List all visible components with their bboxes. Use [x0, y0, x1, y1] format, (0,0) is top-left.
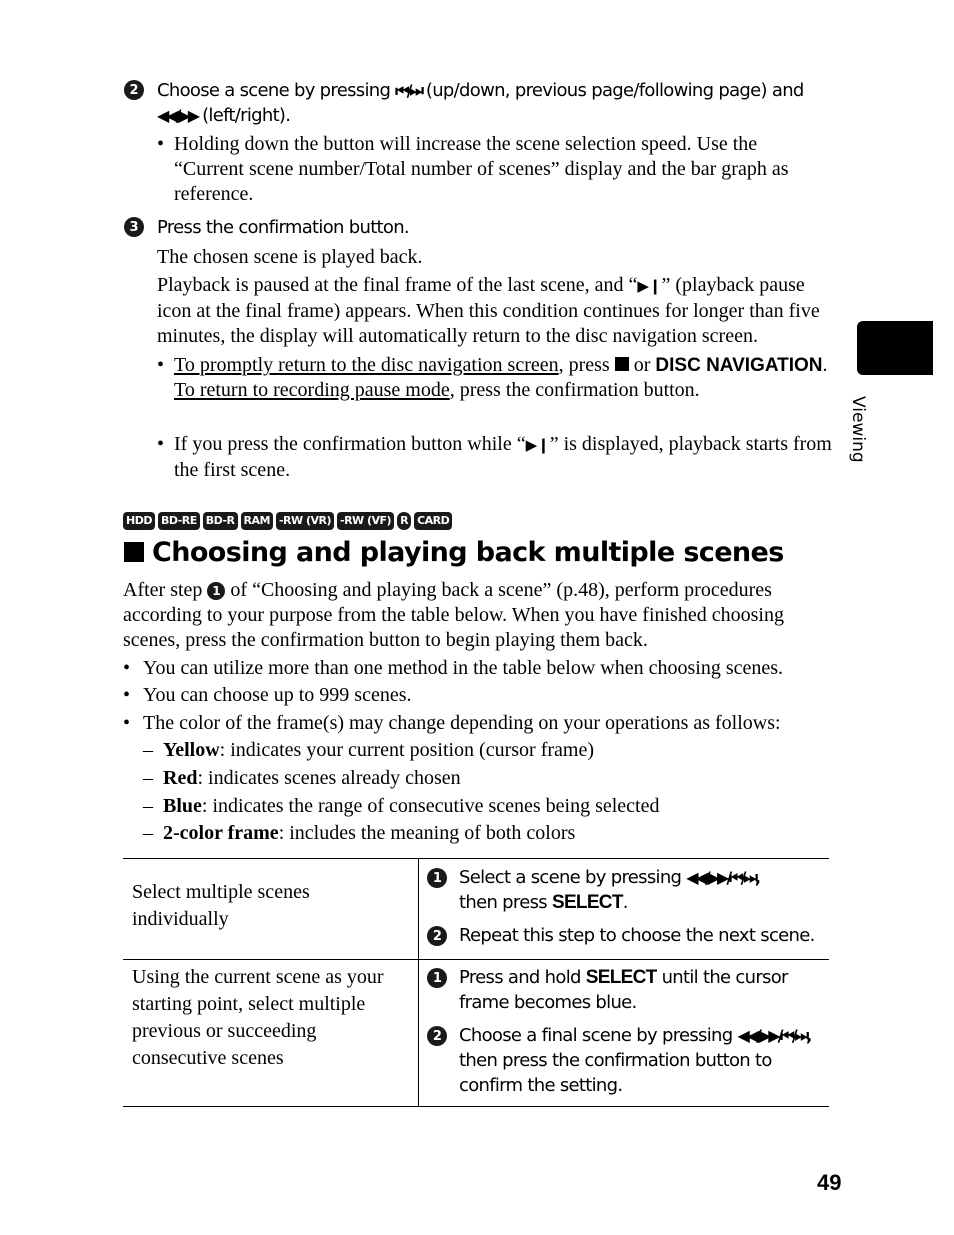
table-cell-steps	[419, 859, 830, 960]
media-tag-r: R	[397, 512, 411, 530]
step-3-bullet-2: • If you press the confirmation button while “▶❙” is displayed, playback starts from the first scene.	[157, 433, 832, 481]
prev-next-page-icon: ⏮/⏭	[395, 81, 421, 100]
step-ref-1: 1	[207, 582, 225, 600]
step-2-text-b: (up/down, previous page/following page) and	[425, 80, 804, 101]
select-key: SELECT	[551, 892, 623, 913]
step-number-2: 2	[124, 80, 144, 100]
color-item-red: – Red: indicates scenes already chosen	[143, 767, 461, 789]
step-3-bullet-1: • To promptly return to the disc navigation screen, press or DISC NAVIGATION. To return to recording pause mode, press the confirmation button.	[157, 354, 828, 401]
color-item-2-color: – 2-color frame: includes the meaning of both colors	[143, 822, 576, 844]
disc-navigation-key: DISC NAVIGATION	[655, 355, 823, 376]
row1-step-2: 2 Repeat this step to choose the next scene.	[427, 923, 829, 948]
left-right-icon: ◀◀/▶▶	[157, 106, 198, 125]
media-tag-bd-r: BD-R	[203, 512, 238, 530]
color-item-yellow: – Yellow: indicates your current position (cursor frame)	[143, 739, 594, 761]
link-recording-pause[interactable]: To return to recording pause mode	[174, 379, 450, 401]
section-bullet-1: • You can utilize more than one method in the table below when choosing scenes.	[123, 657, 784, 679]
step-3-body	[157, 245, 832, 349]
navigation-buttons-icon: ◀◀/▶▶/⏮/⏭,	[737, 1026, 810, 1045]
step-number-3: 3	[124, 217, 144, 237]
pause-icon-2: ▶❙	[525, 436, 550, 454]
section-heading: Choosing and playing back multiple scenes	[124, 537, 784, 568]
media-tags	[123, 511, 455, 530]
table-cell-method: Select multiple scenes individually	[123, 859, 419, 960]
color-item-blue: – Blue: indicates the range of consecutive scenes being selected	[143, 795, 660, 817]
link-disc-navigation[interactable]: To promptly return to the disc navigation screen	[174, 354, 559, 376]
section-bullet-3: • The color of the frame(s) may change depending on your operations as follows:	[123, 712, 781, 734]
heading-square-icon	[124, 542, 144, 562]
row1-step-1: 1 Select a scene by pressing ◀◀/▶▶/⏮/⏭, then press SELECT.	[427, 865, 829, 915]
step-2-bullet-text: Holding down the button will increase the scene selection speed. Use the “Current scene number/Total number of scenes” display and the bar graph as reference.	[174, 133, 789, 205]
section-intro: After step 1 of “Choosing and playing back a scene” (p.48), perform procedures according to your purpose from the table below. When you have finished choosing scenes, press the confirmation button to begin playing them back.	[123, 579, 784, 651]
media-tag-ram: RAM	[241, 512, 273, 530]
media-tag-hdd: HDD	[123, 512, 155, 530]
table-cell-method: Using the current scene as your starting point, select multiple previous or succeeding consecutive scenes	[123, 960, 419, 1107]
row2-step-1: 1 Press and hold SELECT until the cursor frame becomes blue.	[427, 965, 829, 1015]
row2-step-2: 2 Choose a final scene by pressing ◀◀/▶▶/⏮/⏭, then press the confirmation button to confirm the setting.	[427, 1023, 829, 1098]
media-tag-rw-vr: -RW (VR)	[276, 512, 334, 530]
pause-icon: ▶❙	[637, 277, 662, 295]
operations-table	[123, 858, 829, 1107]
section-bullet-2: • You can choose up to 999 scenes.	[123, 684, 412, 706]
media-tag-rw-vf: -RW (VF)	[337, 512, 394, 530]
step-3-title: Press the confirmation button.	[157, 217, 409, 238]
step-3-p1: The chosen scene is played back.	[157, 246, 423, 268]
stop-icon	[615, 357, 629, 371]
table-row	[123, 859, 829, 960]
step-2-text-c: (left/right).	[202, 105, 291, 126]
navigation-buttons-icon: ◀◀/▶▶/⏮/⏭,	[686, 868, 758, 887]
media-tag-card: CARD	[414, 512, 452, 530]
step-3-p2: Playback is paused at the final frame of the last scene, and “▶❙” (playback pause icon at the final frame) appears. When this condition continues for longer than five minutes, the display will automatically return to the disc navigation screen.	[157, 274, 820, 347]
color-list	[143, 738, 843, 849]
step-2-text: Choose a scene by pressing	[157, 80, 391, 101]
select-key: SELECT	[585, 967, 657, 988]
media-tag-bd-re: BD-RE	[158, 512, 200, 530]
table-row	[123, 960, 829, 1107]
chapter-label: Viewing	[848, 396, 868, 463]
table-cell-steps	[419, 960, 830, 1107]
chapter-tab	[857, 321, 933, 375]
page-number: 49	[817, 1170, 842, 1195]
step-2-bullet: • Holding down the button will increase the scene selection speed. Use the “Current scene number/Total number of scenes” display and the bar graph as reference.	[157, 132, 832, 207]
